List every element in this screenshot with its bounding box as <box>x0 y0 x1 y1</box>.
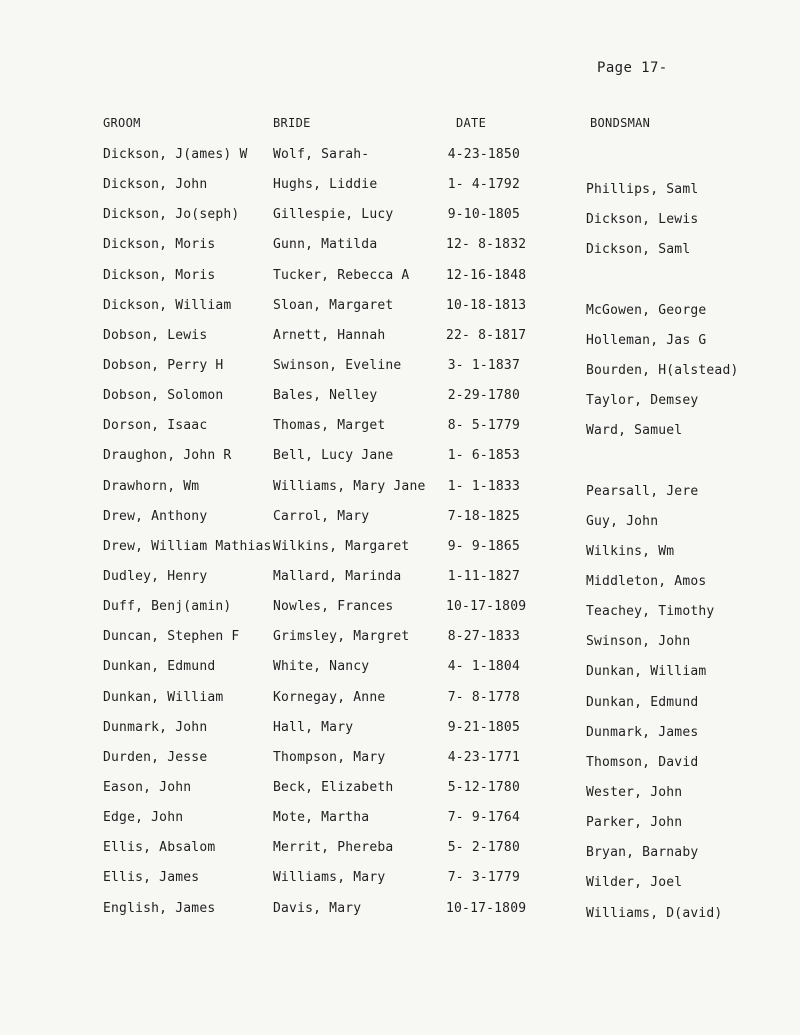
bondsman-name: Wester, John <box>586 784 683 800</box>
groom-name: Dobson, Perry H <box>103 357 224 373</box>
marriage-date: 12- 8-1832 <box>446 237 527 253</box>
record-row <box>0 505 800 535</box>
marriage-date: 9-10-1805 <box>447 207 520 223</box>
bride-name: Thomas, Marget <box>273 418 386 434</box>
header-bride: BRIDE <box>273 116 311 130</box>
groom-name: Dickson, Moris <box>103 237 216 253</box>
record-row <box>0 143 800 173</box>
table-header <box>0 116 800 136</box>
groom-name: Drew, William Mathias <box>103 538 272 554</box>
groom-name: Drew, Anthony <box>103 508 208 524</box>
marriage-date: 9-21-1805 <box>447 719 520 735</box>
record-row <box>0 475 800 505</box>
bride-name: Mote, Martha <box>273 810 370 826</box>
bondsman-name: Middleton, Amos <box>586 573 707 589</box>
bride-name: Hall, Mary <box>273 719 354 735</box>
bride-name: Hughs, Liddie <box>273 177 378 193</box>
groom-name: Durden, Jesse <box>103 749 208 765</box>
marriage-date: 10-17-1809 <box>446 900 527 916</box>
marriage-date: 8-27-1833 <box>447 629 520 645</box>
bride-name: Grimsley, Margret <box>273 629 410 645</box>
bondsman-name: Williams, D(avid) <box>586 905 723 921</box>
bondsman-name: Thomson, David <box>586 754 699 770</box>
record-row <box>0 776 800 806</box>
bondsman-name: Phillips, Saml <box>586 182 699 198</box>
header-date: DATE <box>456 116 487 130</box>
groom-name: Duff, Benj(amin) <box>103 599 232 615</box>
records-list <box>0 143 800 927</box>
marriage-date: 7- 3-1779 <box>447 870 520 886</box>
groom-name: Dobson, Lewis <box>103 327 208 343</box>
marriage-date: 7- 8-1778 <box>447 689 520 705</box>
record-row <box>0 866 800 896</box>
marriage-date: 7- 9-1764 <box>447 810 520 826</box>
record-row <box>0 595 800 625</box>
marriage-date: 1- 1-1833 <box>447 478 520 494</box>
groom-name: Dobson, Solomon <box>103 388 224 404</box>
bride-name: Carrol, Mary <box>273 508 370 524</box>
record-row <box>0 806 800 836</box>
record-row <box>0 354 800 384</box>
bride-name: Wolf, Sarah- <box>273 147 370 162</box>
bondsman-name: McGowen, George <box>586 302 707 318</box>
groom-name: Dunkan, William <box>103 689 224 705</box>
record-row <box>0 535 800 565</box>
marriage-date: 4-23-1850 <box>447 147 520 162</box>
bride-name: Gunn, Matilda <box>273 237 378 253</box>
bride-name: Thompson, Mary <box>273 749 386 765</box>
header-groom: GROOM <box>103 116 141 130</box>
marriage-date: 10-17-1809 <box>446 599 527 615</box>
record-row <box>0 414 800 444</box>
bride-name: Williams, Mary Jane <box>273 478 426 494</box>
record-row <box>0 686 800 716</box>
marriage-date: 9- 9-1865 <box>447 538 520 554</box>
bondsman-name: Pearsall, Jere <box>586 483 699 499</box>
groom-name: Dudley, Henry <box>103 568 208 584</box>
record-row <box>0 836 800 866</box>
bondsman-name: Wilkins, Wm <box>586 543 675 559</box>
record-row <box>0 746 800 776</box>
record-row <box>0 233 800 263</box>
bondsman-name: Parker, John <box>586 815 683 831</box>
groom-name: Dickson, John <box>103 177 208 193</box>
marriage-date: 12-16-1848 <box>446 267 527 283</box>
bride-name: Davis, Mary <box>273 900 362 916</box>
marriage-date: 1- 4-1792 <box>447 177 520 193</box>
marriage-date: 8- 5-1779 <box>447 418 520 434</box>
record-row <box>0 324 800 354</box>
bride-name: Mallard, Marinda <box>273 568 402 584</box>
page-number: Page 17- <box>597 60 668 76</box>
bride-name: Arnett, Hannah <box>273 327 386 343</box>
bondsman-name: Dunkan, Edmund <box>586 694 699 710</box>
bondsman-name: Swinson, John <box>586 634 691 650</box>
marriage-date: 4-23-1771 <box>447 749 520 765</box>
bondsman-name: Bryan, Barnaby <box>586 845 699 861</box>
record-row <box>0 565 800 595</box>
bride-name: Tucker, Rebecca A <box>273 267 410 283</box>
marriage-date: 10-18-1813 <box>446 297 527 313</box>
record-row <box>0 897 800 927</box>
marriage-date: 5-12-1780 <box>447 779 520 795</box>
bondsman-name: Dunkan, William <box>586 664 707 680</box>
groom-name: Edge, John <box>103 810 184 826</box>
record-row <box>0 384 800 414</box>
bondsman-name: Holleman, Jas G <box>586 332 707 348</box>
bride-name: Sloan, Margaret <box>273 297 394 313</box>
record-row <box>0 716 800 746</box>
groom-name: Dorson, Isaac <box>103 418 208 434</box>
header-bondsman: BONDSMAN <box>590 116 651 130</box>
marriage-date: 7-18-1825 <box>447 508 520 524</box>
marriage-date: 2-29-1780 <box>447 388 520 404</box>
bondsman-name: Wilder, Joel <box>586 875 683 891</box>
marriage-date: 4- 1-1804 <box>447 659 520 675</box>
groom-name: Ellis, James <box>103 870 200 886</box>
bride-name: Gillespie, Lucy <box>273 207 394 223</box>
bride-name: White, Nancy <box>273 659 370 675</box>
bride-name: Wilkins, Margaret <box>273 538 410 554</box>
bride-name: Bell, Lucy Jane <box>273 448 394 464</box>
bride-name: Williams, Mary <box>273 870 386 886</box>
bondsman-name: Dickson, Saml <box>586 242 691 258</box>
groom-name: Dunkan, Edmund <box>103 659 216 675</box>
bride-name: Swinson, Eveline <box>273 357 402 373</box>
record-row <box>0 294 800 324</box>
record-row <box>0 203 800 233</box>
groom-name: Draughon, John R <box>103 448 232 464</box>
groom-name: Dickson, Moris <box>103 267 216 283</box>
bondsman-name: Dunmark, James <box>586 724 699 740</box>
bondsman-name: Teachey, Timothy <box>586 604 715 620</box>
marriage-date: 3- 1-1837 <box>447 357 520 373</box>
groom-name: Dickson, William <box>103 297 232 313</box>
groom-name: English, James <box>103 900 216 916</box>
groom-name: Dickson, Jo(seph) <box>103 207 240 223</box>
bride-name: Bales, Nelley <box>273 388 378 404</box>
record-row <box>0 173 800 203</box>
groom-name: Dickson, J(ames) W <box>103 147 248 162</box>
bride-name: Nowles, Frances <box>273 599 394 615</box>
marriage-date: 22- 8-1817 <box>446 327 527 343</box>
record-row <box>0 655 800 685</box>
bondsman-name: Dickson, Lewis <box>586 212 699 228</box>
groom-name: Ellis, Absalom <box>103 840 216 856</box>
bride-name: Beck, Elizabeth <box>273 779 394 795</box>
bondsman-name: Taylor, Demsey <box>586 393 699 409</box>
bondsman-name: Bourden, H(alstead) <box>586 362 739 378</box>
marriage-date: 5- 2-1780 <box>447 840 520 856</box>
record-row <box>0 625 800 655</box>
groom-name: Eason, John <box>103 779 192 795</box>
groom-name: Dunmark, John <box>103 719 208 735</box>
record-row <box>0 264 800 294</box>
bride-name: Kornegay, Anne <box>273 689 386 705</box>
bondsman-name: Guy, John <box>586 513 659 529</box>
record-row <box>0 444 800 474</box>
marriage-date: 1-11-1827 <box>447 568 520 584</box>
bride-name: Merrit, Phereba <box>273 840 394 856</box>
groom-name: Drawhorn, Wm <box>103 478 200 494</box>
marriage-date: 1- 6-1853 <box>447 448 520 464</box>
groom-name: Duncan, Stephen F <box>103 629 240 645</box>
bondsman-name: Ward, Samuel <box>586 423 683 439</box>
